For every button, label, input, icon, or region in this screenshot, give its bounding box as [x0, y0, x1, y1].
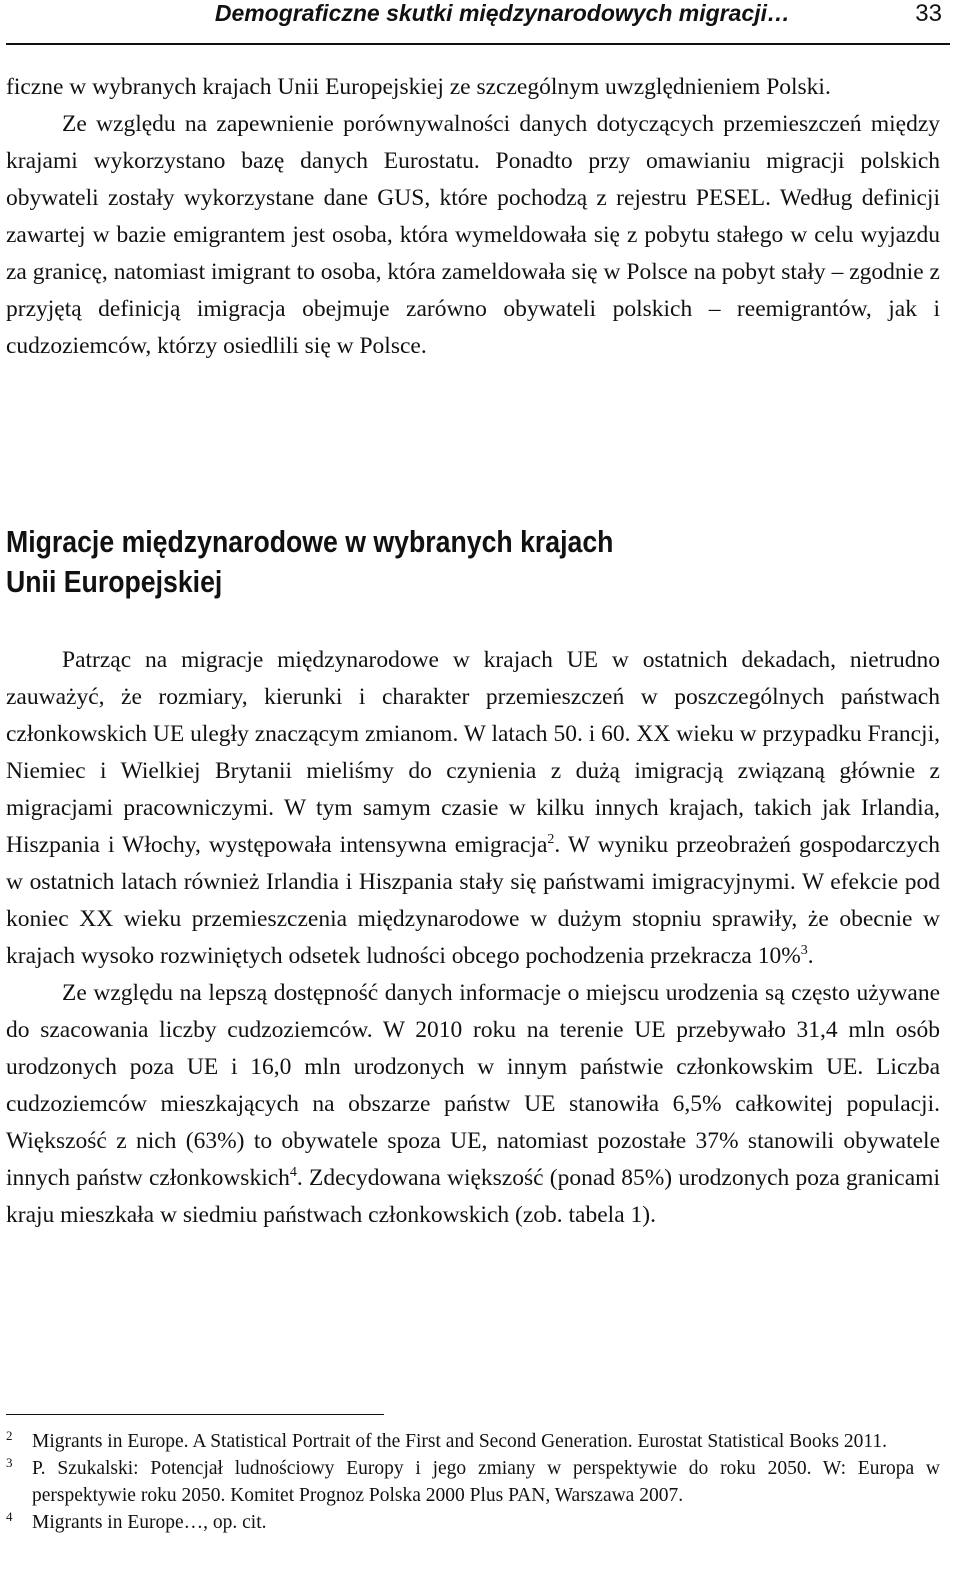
running-header	[0, 0, 952, 40]
footnote-text: P. Szukalski: Potencjał ludnościowy Europy i jego zmiany w perspektywie do roku 2050. W: Europa w perspektywie roku 2050. Komitet Prognoz Polska 2000 Plus PAN, Warszawa 2007.	[32, 1458, 940, 1506]
body-paragraph-1-part-b: . W wyniku przeobrażeń gospodarczych w ostatnich latach również Irlandia i Hiszpania stały się państwami imigracyjnymi. W efekcie pod koniec XX wieku przemieszczenia międzynarodowe w dużym stopniu sprawiły, że obecnie w krajach wysoko rozwiniętych odsetek ludności obcego pochodzenia przekracza 10%	[6, 832, 940, 969]
section-body	[6, 642, 940, 1234]
body-paragraph-2-part-a: Ze względu na lepszą dostępność danych informacje o miejscu urodzenia są często używane do szacowania liczby cudzoziemców. W 2010 roku na terenie UE przebywało 31,4 mln osób urodzonych poza UE i 16,0 mln urodzonych w innym państwie członkowskim UE. Liczba cudzoziemców mieszkających na obszarze państw UE stanowiła 6,5% całkowitej populacji. Większość z nich (63%) to obywatele spoza UE, natomiast pozostałe 37% stanowili obywatele innych państw członkowskich	[6, 980, 940, 1191]
section-heading	[6, 522, 809, 602]
footnote-mark: 4	[6, 1509, 13, 1524]
footnote-ref-2[interactable]: 2	[547, 832, 555, 847]
footnote-text: Migrants in Europe. A Statistical Portrait of the First and Second Generation. Eurostat Statistical Books 2011.	[32, 1431, 887, 1452]
section-heading-line-2: Unii Europejskiej	[6, 564, 223, 599]
footnote-ref-4[interactable]: 4	[289, 1165, 297, 1180]
body-paragraph-1-part-a: Patrząc na migracje międzynarodowe w krajach UE w ostatnich dekadach, nietrudno zauważyć, że rozmiary, kierunki i charakter przemieszczeń w poszczególnych państwach członkowskich UE uległy znaczącym zmianom. W latach 50. i 60. XX wieku w przypadku Francji, Niemiec i Wielkiej Brytanii mieliśmy do czynienia z dużą imigracją związaną głównie z migracjami pracowniczymi. W tym samym czasie w kilku innych krajach, takich jak Irlandia, Hiszpania i Włochy, występowała intensywna emigracja	[6, 647, 940, 858]
body-paragraph-1	[6, 642, 940, 975]
footnote-3	[6, 1455, 940, 1509]
intro-text	[6, 69, 940, 365]
body-paragraph-2	[6, 975, 940, 1234]
intro-paragraph-continued: ficzne w wybranych krajach Unii Europejskiej ze szczególnym uwzględnieniem Polski.	[6, 74, 831, 100]
footnote-2	[6, 1428, 940, 1455]
body-paragraph-2-part-b: . Zdecydowana większość (ponad 85%) urodzonych poza granicami kraju mieszkała w siedmiu państwach członkowskich (zob. tabela 1).	[6, 1165, 940, 1228]
page-number: 33	[915, 0, 942, 27]
section-heading-line-1: Migracje międzynarodowe w wybranych krajach	[6, 524, 614, 559]
intro-paragraph: Ze względu na zapewnienie porównywalności danych dotyczących przemieszczeń między krajami wykorzystano bazę danych Eurostatu. Ponadto przy omawianiu migracji polskich obywateli zostały wykorzystane dane GUS, które pochodzą z rejestru PESEL. Według definicji zawartej w bazie emigrantem jest osoba, która wymeldowała się z pobytu stałego w celu wyjazdu za granicę, natomiast imigrant to osoba, która zameldowała się w Polsce na pobyt stały – zgodnie z przyjętą definicją imigracja obejmuje zarówno obywateli polskich – reemigrantów, jak i cudzoziemców, którzy osiedlili się w Polsce.	[6, 111, 940, 359]
footnote-text: Migrants in Europe…, op. cit.	[32, 1512, 267, 1533]
footnote-ref-3[interactable]: 3	[800, 943, 808, 958]
footnotes	[6, 1428, 940, 1536]
header-rule	[6, 43, 950, 45]
footnote-rule	[6, 1414, 384, 1415]
footnote-4	[6, 1509, 940, 1536]
body-paragraph-1-part-c: .	[807, 943, 814, 969]
footnote-mark: 2	[6, 1428, 13, 1443]
running-header-title: Demograficzne skutki międzynarodowych migracji…	[214, 0, 790, 26]
footnote-mark: 3	[6, 1455, 13, 1470]
